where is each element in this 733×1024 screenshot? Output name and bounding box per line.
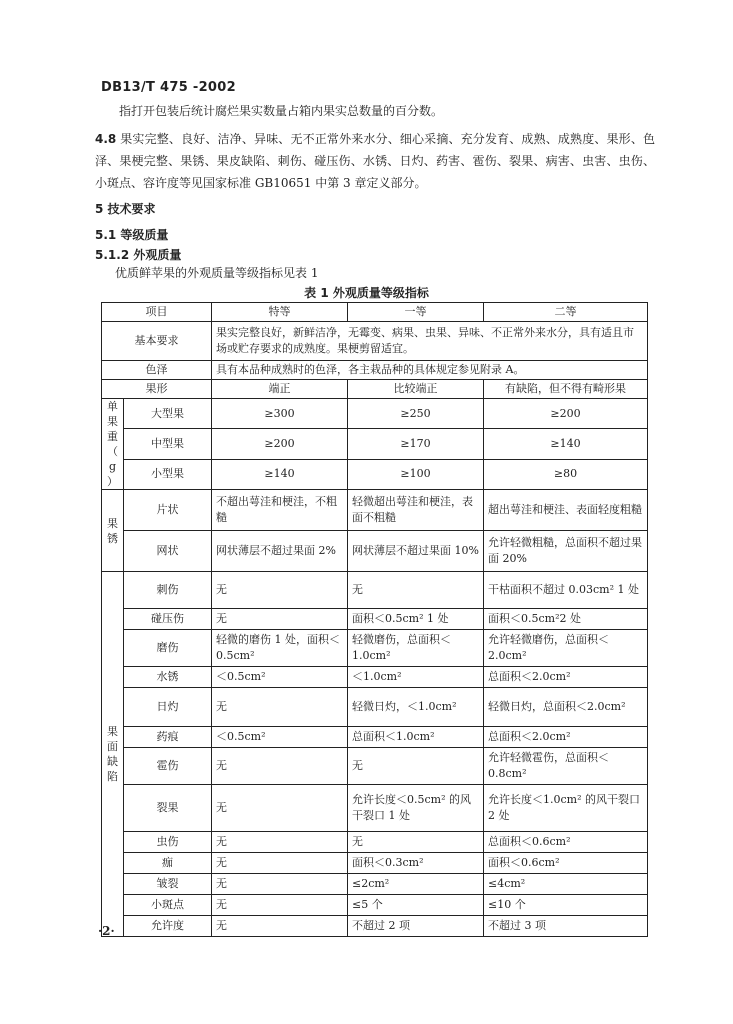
- row-label: 果形: [102, 380, 212, 399]
- table-cell: 轻微的磨伤 1 处，面积＜0.5cm²: [212, 630, 348, 667]
- table-cell: 无: [212, 748, 348, 785]
- table-row: [102, 874, 648, 895]
- header-grade: 特等: [212, 303, 348, 322]
- table-cell: ≥140: [484, 429, 648, 459]
- table-cell: 无: [348, 572, 484, 609]
- table-row: [102, 399, 648, 429]
- table-cell: ≥140: [212, 459, 348, 489]
- table-cell: ≤2cm²: [348, 874, 484, 895]
- table-cell: 轻微日灼，总面积＜2.0cm²: [484, 688, 648, 727]
- table-row: [102, 727, 648, 748]
- row-label: 虫伤: [124, 832, 212, 853]
- table-row: [102, 609, 648, 630]
- table-row: [102, 572, 648, 609]
- table-cell: ≥80: [484, 459, 648, 489]
- table-cell: 不超出萼洼和梗洼，不粗糙: [212, 490, 348, 531]
- table-row: [102, 916, 648, 937]
- table-row: [102, 531, 648, 572]
- table-cell: ≥100: [348, 459, 484, 489]
- table-cell: 端正: [212, 380, 348, 399]
- table-cell: 无: [212, 785, 348, 832]
- table-row: [102, 429, 648, 459]
- table-cell: ≥300: [212, 399, 348, 429]
- row-label: 碰压伤: [124, 609, 212, 630]
- table-cell: 干枯面积不超过 0.03cm² 1 处: [484, 572, 648, 609]
- row-label: 大型果: [124, 399, 212, 429]
- table-cell: 果实完整良好，新鲜洁净，无霉变、病果、虫果、异味、不正常外来水分，具有适且市场或贮存要求的成熟度。果梗剪留适宜。: [212, 322, 648, 361]
- table-cell: ＜0.5cm²: [212, 727, 348, 748]
- clause-number: 4.8: [95, 132, 117, 146]
- table-row: [102, 490, 648, 531]
- section-5-1-heading: 5.1 等级质量: [95, 228, 169, 242]
- header-item: 项目: [102, 303, 212, 322]
- row-label: 刺伤: [124, 572, 212, 609]
- table-cell: 总面积＜0.6cm²: [484, 832, 648, 853]
- row-label: 磨伤: [124, 630, 212, 667]
- table-cell: 无: [212, 688, 348, 727]
- table-cell: ≥200: [212, 429, 348, 459]
- table-cell: ≥250: [348, 399, 484, 429]
- table-cell: 轻微超出萼洼和梗洼，表面不粗糙: [348, 490, 484, 531]
- table-cell: 具有本品种成熟时的色泽，各主栽品种的具体规定参见附录 A。: [212, 361, 648, 380]
- table-row: [102, 832, 648, 853]
- table-row: [102, 667, 648, 688]
- table-cell: 无: [212, 572, 348, 609]
- table-row: [102, 322, 648, 361]
- header-grade: 一等: [348, 303, 484, 322]
- table-row: [102, 459, 648, 489]
- table-row: [102, 785, 648, 832]
- table-cell: 无: [212, 832, 348, 853]
- table-cell: 比较端正: [348, 380, 484, 399]
- table-row: [102, 630, 648, 667]
- row-label: 网状: [124, 531, 212, 572]
- table-cell: 超出萼洼和梗洼、表面轻度粗糙: [484, 490, 648, 531]
- table-cell: 网状薄层不超过果面 10%: [348, 531, 484, 572]
- table-cell: ≥200: [484, 399, 648, 429]
- table-cell: ≤4cm²: [484, 874, 648, 895]
- table-row: [102, 688, 648, 727]
- row-label: 小型果: [124, 459, 212, 489]
- row-label: 色泽: [102, 361, 212, 380]
- table-cell: 允许轻微粗糙，总面积不超过果面 20%: [484, 531, 648, 572]
- row-label: 皱裂: [124, 874, 212, 895]
- table-cell: 允许长度＜0.5cm² 的风干裂口 1 处: [348, 785, 484, 832]
- table-cell: 无: [212, 609, 348, 630]
- row-label: 痂: [124, 853, 212, 874]
- table-row: [102, 853, 648, 874]
- row-label: 药痕: [124, 727, 212, 748]
- row-label: 雹伤: [124, 748, 212, 785]
- table-cell: 允许轻微磨伤，总面积＜2.0cm²: [484, 630, 648, 667]
- table-cell: 不超过 2 项: [348, 916, 484, 937]
- section-5-1-2-heading: 5.1.2 外观质量: [95, 248, 182, 262]
- table-cell: 总面积＜2.0cm²: [484, 727, 648, 748]
- table-cell: ≤5 个: [348, 895, 484, 916]
- table-cell: ≤10 个: [484, 895, 648, 916]
- table-row: [102, 895, 648, 916]
- table-cell: 面积＜0.5cm²2 处: [484, 609, 648, 630]
- table-cell: 网状薄层不超过果面 2%: [212, 531, 348, 572]
- table-cell: 轻微磨伤，总面积＜1.0cm²: [348, 630, 484, 667]
- table-cell: 无: [348, 832, 484, 853]
- table-caption: 表 1 外观质量等级指标: [304, 286, 429, 300]
- table-cell: 面积＜0.3cm²: [348, 853, 484, 874]
- table-row: [102, 748, 648, 785]
- definition-4-8: [95, 128, 655, 194]
- table-row: [102, 380, 648, 399]
- table-cell: 无: [212, 895, 348, 916]
- group-label-defects: 果 面 缺 陷: [102, 572, 124, 937]
- table-cell: ＜1.0cm²: [348, 667, 484, 688]
- table-cell: 允许轻微雹伤，总面积＜0.8cm²: [484, 748, 648, 785]
- table-cell: 无: [212, 916, 348, 937]
- row-label: 小斑点: [124, 895, 212, 916]
- group-label-rust: 果 锈: [102, 490, 124, 572]
- table-row: [102, 303, 648, 322]
- table-cell: 允许长度＜1.0cm² 的风干裂口 2 处: [484, 785, 648, 832]
- clause-text: 果实完整、良好、洁净、异味、无不正常外来水分、细心采摘、充分发育、成熟、成熟度、果形、色泽、果梗完整、果锈、果皮缺陷、刺伤、碰压伤、水锈、日灼、药害、雹伤、裂果、病害、虫害、虫伤、小斑点、容许度等见国家标准 GB10651 中第 3 章定义部分。: [95, 132, 655, 190]
- page-number: ·2·: [98, 924, 115, 938]
- intro-paragraph: 指打开包装后统计腐烂果实数量占箱内果实总数量的百分数。: [119, 104, 444, 118]
- table-cell: 无: [348, 748, 484, 785]
- row-label: 裂果: [124, 785, 212, 832]
- table-cell: 总面积＜2.0cm²: [484, 667, 648, 688]
- header-grade: 二等: [484, 303, 648, 322]
- table-cell: 轻微日灼，＜1.0cm²: [348, 688, 484, 727]
- table-cell: ＜0.5cm²: [212, 667, 348, 688]
- table-cell: 无: [212, 874, 348, 895]
- row-label: 片状: [124, 490, 212, 531]
- table-cell: 不超过 3 项: [484, 916, 648, 937]
- quality-grade-table: [101, 302, 648, 937]
- document-code-header: DB13/T 475 -2002: [101, 80, 236, 95]
- group-label-weight: 单 果 重 （ g ）: [102, 399, 124, 490]
- section-5-heading: 5 技术要求: [95, 202, 156, 216]
- row-label: 日灼: [124, 688, 212, 727]
- table-cell: 有缺陷，但不得有畸形果: [484, 380, 648, 399]
- section-5-1-2-text: 优质鲜苹果的外观质量等级指标见表 1: [115, 266, 319, 280]
- table-cell: 面积＜0.6cm²: [484, 853, 648, 874]
- row-label: 中型果: [124, 429, 212, 459]
- table-row: [102, 361, 648, 380]
- table-cell: 无: [212, 853, 348, 874]
- table-cell: ≥170: [348, 429, 484, 459]
- table-cell: 总面积＜1.0cm²: [348, 727, 484, 748]
- row-label: 基本要求: [102, 322, 212, 361]
- row-label: 水锈: [124, 667, 212, 688]
- row-label: 允许度: [124, 916, 212, 937]
- table-cell: 面积＜0.5cm² 1 处: [348, 609, 484, 630]
